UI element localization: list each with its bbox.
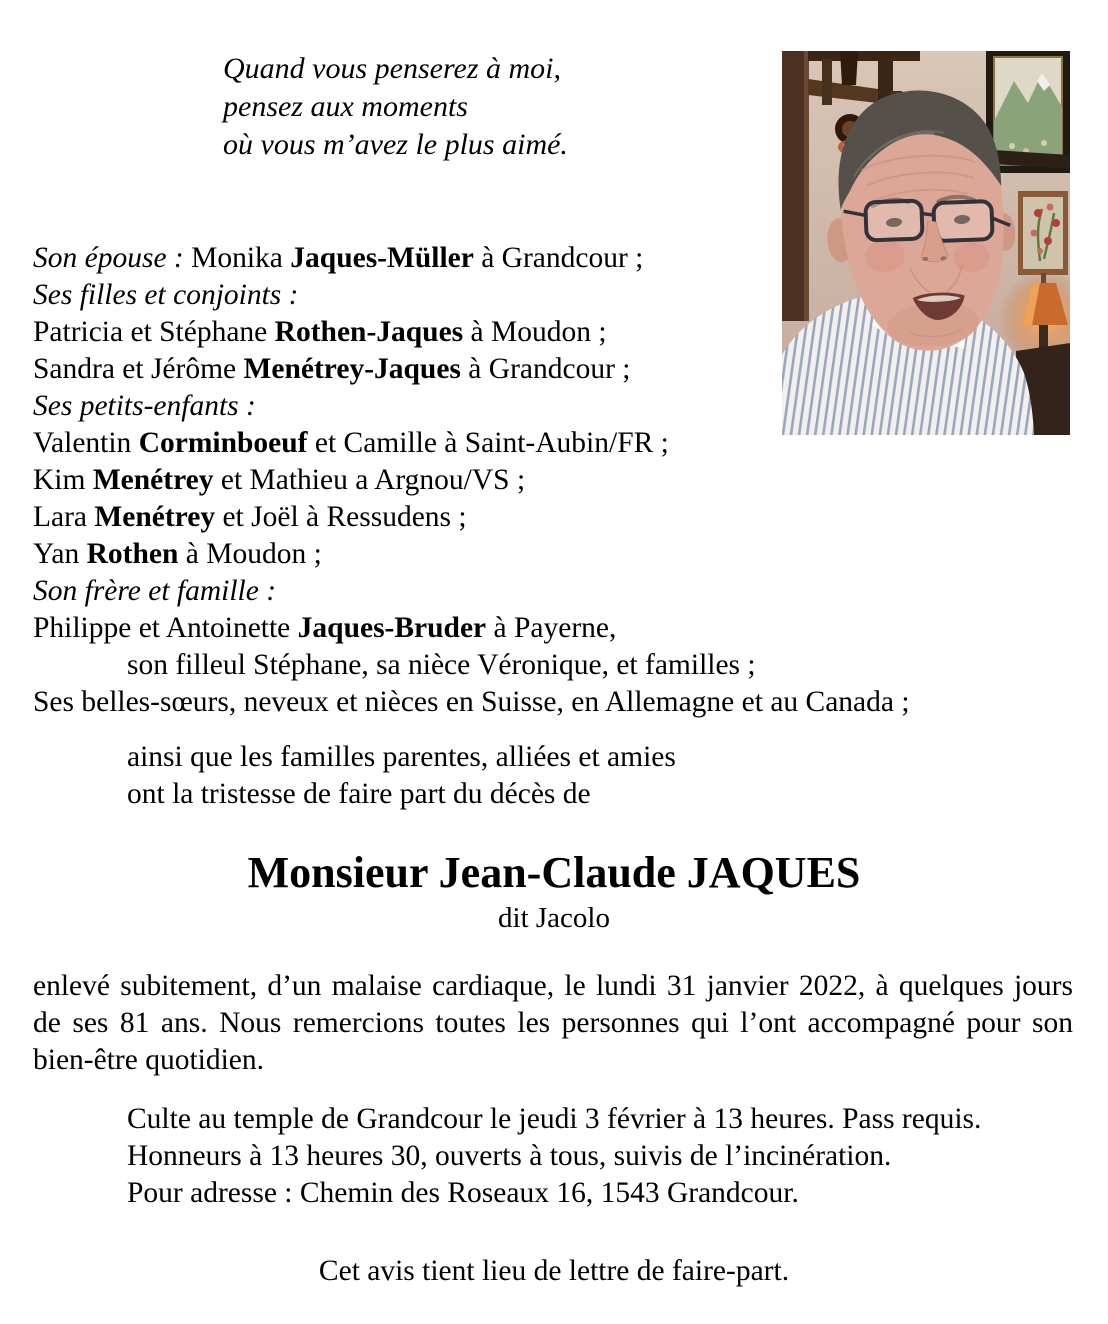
deceased-nickname: dit Jacolo (498, 902, 610, 934)
family-line: Ses filles et conjoints : (33, 279, 299, 311)
family-line: Yan Rothen à Moudon ; (33, 538, 322, 570)
deceased-title-block (0, 846, 1108, 936)
family-line: Lara Menétrey et Joël à Ressudens ; (33, 501, 467, 533)
quote-line: Quand vous penserez à moi, (223, 52, 562, 85)
family-line: Son épouse : Monika Jaques-Müller à Grandcour ; (33, 242, 644, 274)
closing-line: Cet avis tient lieu de lettre de faire-part. (318, 1255, 790, 1287)
deceased-name: Monsieur Jean-Claude JAQUES (247, 848, 861, 897)
ceremony-line: Honneurs à 13 heures 30, ouverts à tous, suivis de l’incinération. (127, 1140, 892, 1172)
family-line: Kim Menétrey et Mathieu a Argnou/VS ; (33, 464, 526, 496)
family-line: Sandra et Jérôme Menétrey-Jaques à Grandcour ; (33, 353, 631, 385)
announcement-paragraph: enlevé subitement, d’un malaise cardiaque, le lundi 31 janvier 2022, à quelques jours de ses 81 ans. Nous remercions toutes les personnes qui l’ont accompagné pour son bien-être quotidien. (33, 970, 1073, 1076)
family-line: Patricia et Stéphane Rothen-Jaques à Moudon ; (33, 316, 607, 348)
ceremony-details (127, 1101, 981, 1212)
ceremony-line: Culte au temple de Grandcour le jeudi 3 février à 13 heures. Pass requis. (127, 1103, 982, 1135)
family-line: Ses belles-sœurs, neveux et nièces en Suisse, en Allemagne et au Canada ; (33, 686, 910, 718)
family-line: Philippe et Antoinette Jaques-Bruder à Payerne, (33, 612, 617, 644)
announcement-intro (127, 739, 676, 813)
family-list (33, 240, 1093, 721)
quote-line: où vous m’avez le plus aimé. (223, 128, 568, 161)
quote-line: pensez aux moments (223, 90, 468, 123)
family-line: Son frère et famille : (33, 575, 277, 607)
family-line: son filleul Stéphane, sa nièce Véronique, et familles ; (127, 649, 756, 681)
ceremony-line: Pour adresse : Chemin des Roseaux 16, 1543 Grandcour. (127, 1177, 799, 1209)
intro-line: ainsi que les familles parentes, alliées et amies (127, 741, 676, 773)
family-line: Ses petits-enfants : (33, 390, 256, 422)
opening-quote (223, 50, 568, 164)
family-line: Valentin Corminboeuf et Camille à Saint-Aubin/FR ; (33, 427, 669, 459)
intro-line: ont la tristesse de faire part du décès de (127, 778, 591, 810)
